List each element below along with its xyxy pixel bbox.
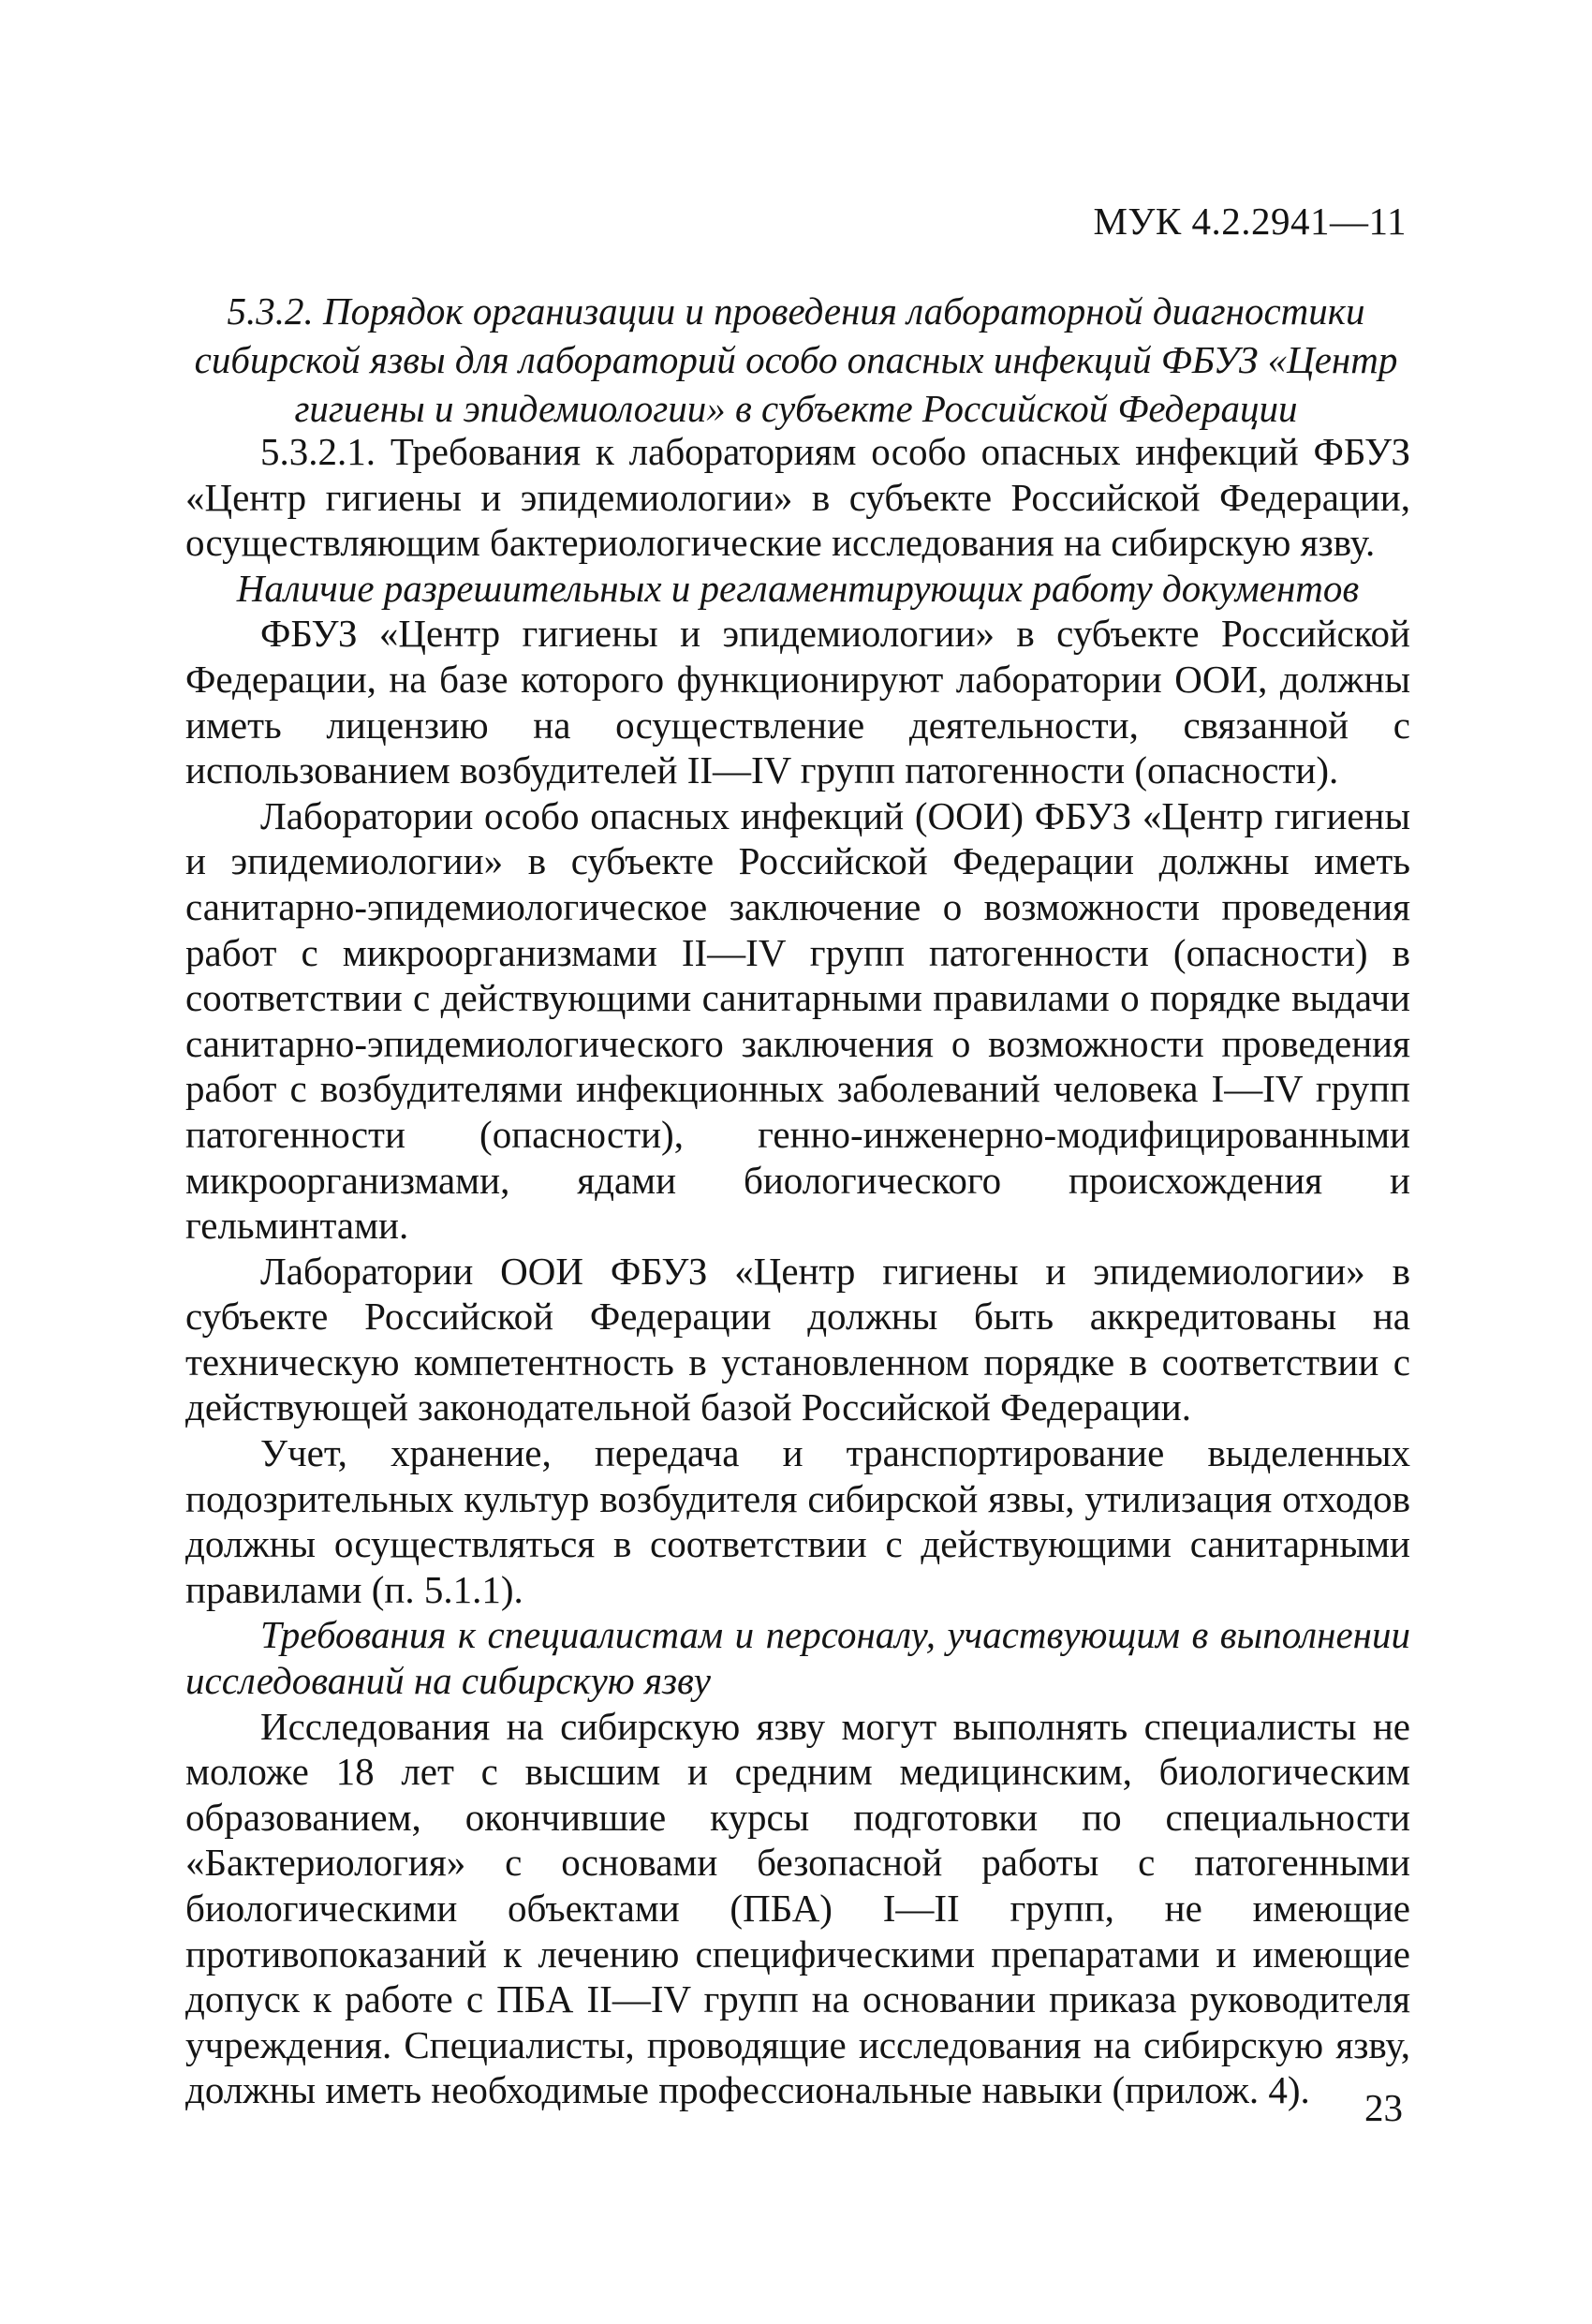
body-text (185, 429, 1410, 2113)
section-heading: 5.3.2. Порядок организации и проведения лабораторной диагностики сибирской язвы для лабораторий особо опасных инфекций ФБУЗ «Центр гигиены и эпидемиологии» в субъекте Российской Федерации (194, 289, 1398, 430)
paragraph-accreditation: Лаборатории ООИ ФБУЗ «Центр гигиены и эпидемиологии» в субъекте Российской Федерации должны быть аккредитованы на техническую компетентность в установленном порядке в соответствии с действующей законодательной базой Российской Федерации. (185, 1249, 1410, 1429)
paragraph-license: ФБУЗ «Центр гигиены и эпидемиологии» в субъекте Российской Федерации, на базе которого функционируют лаборатории ООИ, должны иметь лицензию на осуществление деятельности, связанной с использованием возбудителей II—IV групп патогенности (опасности). (185, 612, 1410, 792)
subheading-personnel: Требования к специалистам и персоналу, участвующим в выполнении исследований на сибирскую язву (185, 1613, 1410, 1703)
subheading-documents: Наличие разрешительных и регламентирующих работу документов (236, 566, 1360, 610)
paragraph-requirements: 5.3.2.1. Требования к лабораториям особо опасных инфекций ФБУЗ «Центр гигиены и эпидемиологии» в субъекте Российской Федерации, осуществляющим бактериологические исследования на сибирскую язву. (185, 430, 1410, 565)
page-number: 23 (1364, 2086, 1403, 2129)
document-code: МУК 4.2.2941—11 (1093, 200, 1407, 243)
paragraph-cultures-handling: Учет, хранение, передача и транспортирование выделенных подозрительных культур возбудителя сибирской язвы, утилизация отходов должны осуществляться в соответствии с действующими санитарными правилами (п. 5.1.1). (185, 1431, 1410, 1611)
paragraph-specialists: Исследования на сибирскую язву могут выполнять специалисты не моложе 18 лет с высшим и средним медицинским, биологическим образованием, окончившие курсы подготовки по специальности «Бактериология» с основами безопасной работы с патогенными биологическими объектами (ПБА) I—II групп, не имеющие противопоказаний к лечению специфическими препаратами и имеющие допуск к работе с ПБА II—IV групп на основании приказа руководителя учреждения. Специалисты, проводящие исследования на сибирскую язву, должны иметь необходимые профессиональные навыки (прилож. 4). (185, 1704, 1410, 2112)
paragraph-sanitary-conclusion: Лаборатории особо опасных инфекций (ООИ) ФБУЗ «Центр гигиены и эпидемиологии» в субъекте Российской Федерации должны иметь санитарно-эпидемиологическое заключение о возможности проведения работ с микроорганизмами II—IV групп патогенности (опасности) в соответствии с действующими санитарными правилами о порядке выдачи санитарно-эпидемиологического заключения о возможности проведения работ с возбудителями инфекционных заболеваний человека I—IV групп патогенности (опасности), генно-инженерно-модифицированными микроорганизмами, ядами биологического происхождения и гельминтами. (185, 793, 1410, 1248)
